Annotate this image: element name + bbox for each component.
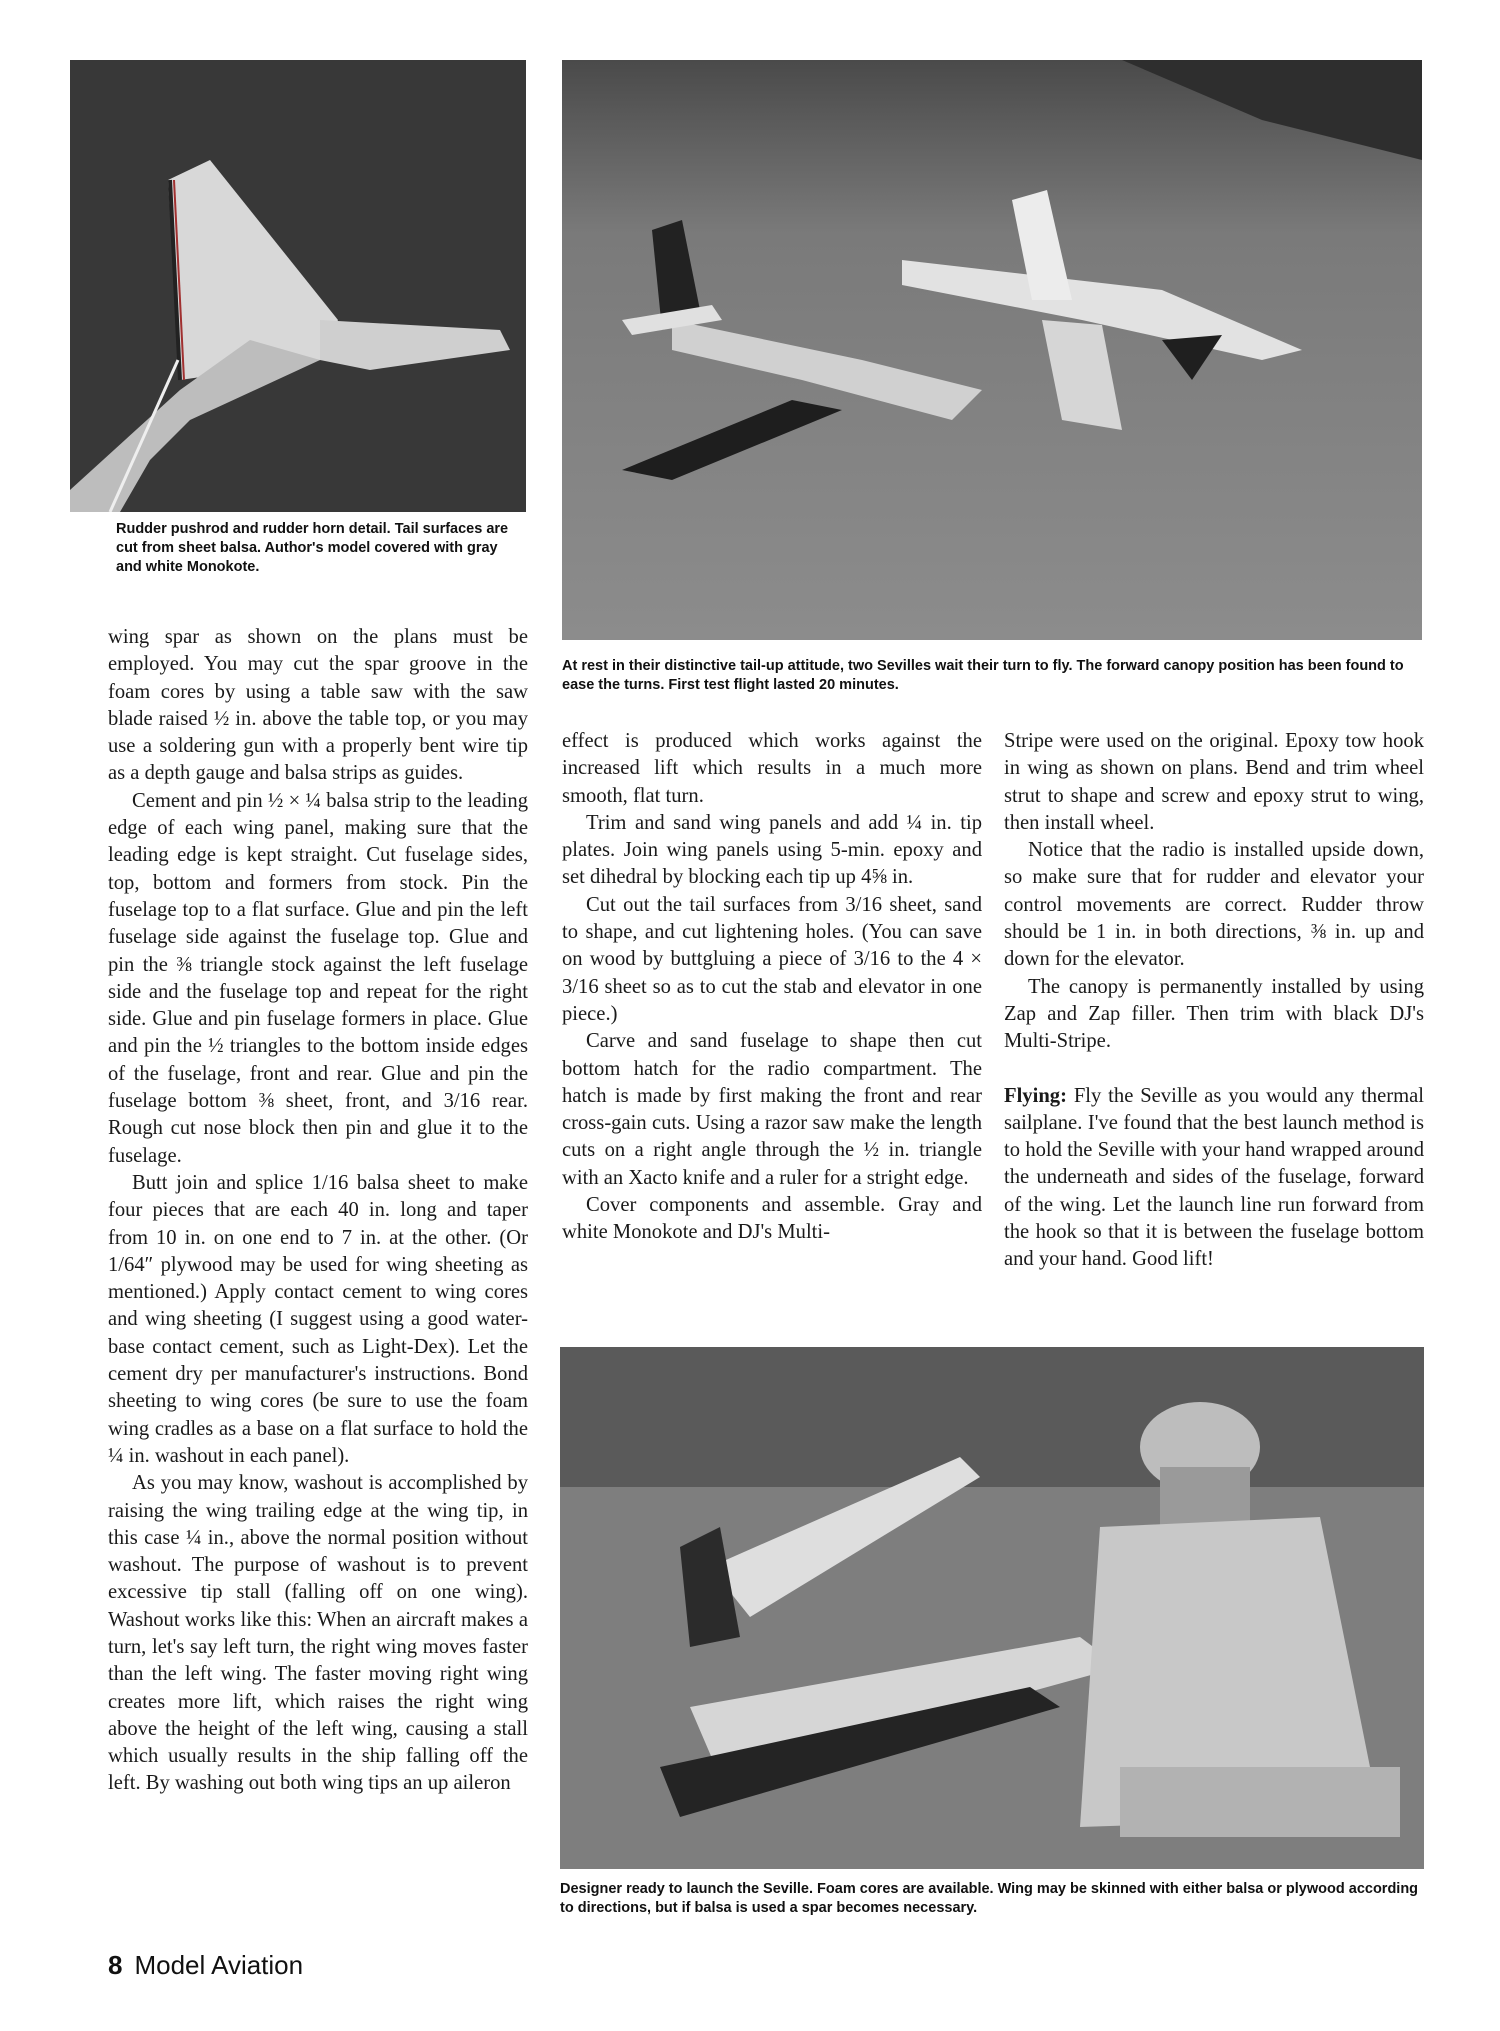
photo-rudder-detail <box>70 60 526 512</box>
article-column-2 <box>562 728 982 1247</box>
paragraph: As you may know, washout is accomplished by raising the wing trailing edge at the wing tip, in this case ¼ in., above the normal position without washout. The purpose of washout is to prevent excessive tip stall (falling off on one wing). Washout works like this: When an aircraft makes a turn, let's say left turn, the right wing moves faster than the left wing. The faster moving right wing creates more lift, which raises the right wing above the height of the left wing, causing a stall which usually results in the ship falling off the left. By washing out both wing tips an up aileron <box>108 1472 528 1795</box>
sevilles-photo-image <box>562 60 1422 640</box>
paragraph: wing spar as shown on the plans must be employed. You may cut the spar groove in the foam cores by using a table saw with the saw blade raised ½ in. above the table top, or you may use a soldering gun with a properly bent wire tip as a depth gauge and balsa strips as guides. <box>108 626 528 785</box>
caption-two-sevilles: At rest in their distinctive tail-up attitude, two Sevilles wait their turn to fly. The forward canopy position has been found to ease the turns. First test flight lasted 20 minutes. <box>562 658 1404 693</box>
flying-text: Fly the Seville as you would any thermal sailplane. I've found that the best launch method is to hold the Seville with your hand wrapped around the underneath and sides of the fuselage, forward of the wing. Let the launch line run forward from the hook so that it is between the fuselage bottom and your hand. Good lift! <box>1004 1084 1424 1271</box>
caption-designer: Designer ready to launch the Seville. Foam cores are available. Wing may be skinned with either balsa or plywood according to directions, but if balsa is used a spar becomes necessary. <box>560 1881 1419 1916</box>
flying-heading: Flying: <box>1004 1084 1067 1107</box>
paragraph: Butt join and splice 1/16 balsa sheet to make four pieces that are each 40 in. long and taper from 10 in. on one end to 7 in. at the other. (Or 1/64″ plywood may be used for wing sheeting as mentioned.) Apply contact cement to wing cores and wing sheeting (I suggest using a good water-base contact cement, such as Light-Dex). Let the cement dry per manufacturer's instructions. Bond sheeting to wing cores (be sure to use the foam wing cradles as a base on a flat surface to hold the ¼ in. washout in each panel). <box>108 1171 528 1467</box>
designer-photo-image <box>560 1347 1424 1869</box>
page-number: 8 <box>108 1950 123 1980</box>
paragraph: Cut out the tail surfaces from 3/16 sheet, sand to shape, and cut lightening holes. (You can save on wood by buttgluing a piece of 3/16 to the 4 × 3/16 sheet so as to cut the stab and elevator in one piece.) <box>562 893 982 1025</box>
photo-two-sevilles <box>562 60 1422 640</box>
paragraph: effect is produced which works against the increased lift which results in a much more smooth, flat turn. <box>562 730 982 807</box>
paragraph: Carve and sand fuselage to shape then cut bottom hatch for the radio compartment. The hatch is made by first making the front and rear cross-gain cuts. Using a razor saw make the length cuts on a right angle through the ½ in. triangle with an Xacto knife and a ruler for a stright edge. <box>562 1030 982 1189</box>
paragraph: Notice that the radio is installed upside down, so make sure that for rudder and elevator your control movements are correct. Rudder throw should be 1 in. in both directions, ⅜ in. up and down for the elevator. <box>1004 839 1424 971</box>
caption-rudder-detail: Rudder pushrod and rudder horn detail. Tail surfaces are cut from sheet balsa. Author's model covered with gray and white Monokote. <box>116 521 509 575</box>
paragraph: The canopy is permanently installed by using Zap and Zap filler. Then trim with black DJ's Multi-Stripe. <box>1004 975 1424 1053</box>
paragraph-flying <box>1004 1083 1424 1274</box>
magazine-name: Model Aviation <box>134 1950 304 1980</box>
paragraph: Trim and sand wing panels and add ¼ in. tip plates. Join wing panels using 5-min. epoxy and set dihedral by blocking each tip up 4⅝ in. <box>562 811 982 889</box>
article-column-3 <box>1004 728 1424 1274</box>
rudder-photo-image <box>70 60 526 512</box>
article-column-1 <box>108 624 528 1798</box>
page-footer <box>108 1950 303 1981</box>
paragraph: Cover components and assemble. Gray and white Monokote and DJ's Multi- <box>562 1194 982 1244</box>
photo-designer <box>560 1347 1424 1869</box>
paragraph: Stripe were used on the original. Epoxy tow hook in wing as shown on plans. Bend and trim wheel strut to shape and screw and epoxy strut to wing, then install wheel. <box>1004 730 1424 834</box>
paragraph: Cement and pin ½ × ¼ balsa strip to the leading edge of each wing panel, making sure that the leading edge is kept straight. Cut fuselage sides, top, bottom and formers from stock. Pin the fuselage top to a flat surface. Glue and pin the left fuselage side against the fuselage top. Glue and pin the ⅜ triangle stock against the left fuselage side and the fuselage top and repeat for the right side. Glue and pin fuselage formers in place. Glue and pin the ½ triangles to the bottom inside edges of the fuselage, front and rear. Glue and pin the fuselage bottom ⅜ sheet, front, and 3/16 rear. Rough cut nose block then pin and glue it to the fuselage. <box>108 789 528 1167</box>
